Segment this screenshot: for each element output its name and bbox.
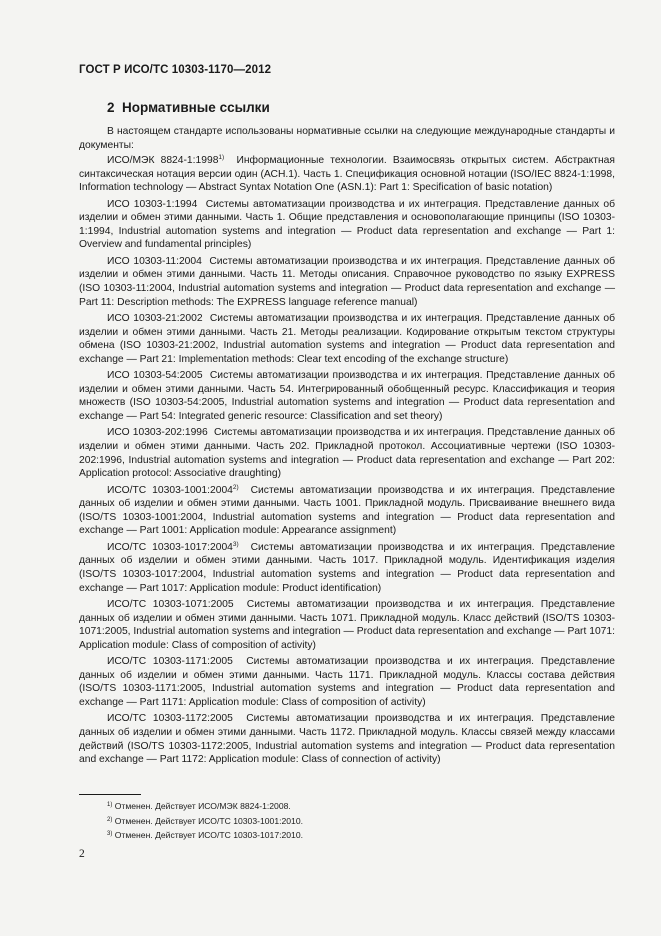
reference-text: Системы автоматизации производства и их интеграция. Представление данных об изделии и обмен этими данными. Часть 1017. Прикладной модуль. Идентификация изделия (ISO/TS 10303-1017:2004, Industrial automation systems and integration — Product data representation and exchange — Part 1017: Application module: Product identification) [79, 541, 615, 594]
reference-item [79, 154, 615, 195]
reference-text: Системы автоматизации производства и их интеграция. Представление данных об изделии и обмен этими данными. Часть 11. Методы описания. Справочное руководство по языку EXPRESS (ISO 10303-11:2004, Industrial automation systems and integration — Product data representation and exchange — Part 11: Description methods: The EXPRESS language reference manual) [79, 255, 615, 308]
reference-text: Системы автоматизации производства и их интеграция. Представление данных об изделии и обмен этими данными. Часть 21. Методы реализации. Кодирование открытым текстом структуры обмена (ISO 10303-21:2002, Industrial automation systems and integration — Product data representation and exchange — Part 21: Implementation methods: Clear text encoding of the exchange structure) [79, 313, 615, 365]
reference-item [79, 598, 615, 652]
reference-code: ИСО 10303-202:1996 [107, 427, 208, 439]
reference-text: Системы автоматизации производства и их интеграция. Представление данных об изделии и обмен этими данными. Часть 1001. Прикладной модуль. Присваивание внешнего вида (ISO/TS 10303-1001:2004, Industrial automation systems and integration — Product data representation and exchange — Part 1001: Application module: Appearance assignment) [79, 484, 615, 537]
reference-item [79, 198, 615, 252]
section-title-text: Нормативные ссылки [122, 100, 270, 115]
reference-item [79, 369, 615, 423]
reference-text: Системы автоматизации производства и их интеграция. Представление данных об изделии и обмен этими данными. Часть 1172. Прикладной модуль. Классы связей между классами действий (ISO/TS 10303-1172:2005, Industrial automation systems and integration — Product data representation and exchange — Part 1172: Application module: Class of connection of activity) [79, 713, 615, 766]
intro-paragraph: В настоящем стандарте использованы нормативные ссылки на следующие международные стандарты и документы: [79, 126, 615, 151]
section-heading [107, 100, 270, 115]
reference-code: ИСО/ТС 10303-1172:2005 [107, 713, 233, 725]
reference-code: ИСО/ТС 10303-1001:2004 [107, 484, 233, 496]
references-list [79, 154, 615, 767]
footnote-mark: 2) [107, 816, 113, 823]
reference-item [79, 255, 615, 309]
references-body [79, 125, 615, 770]
section-number: 2 [107, 100, 115, 115]
footnotes [107, 799, 303, 843]
reference-item [79, 712, 615, 766]
footnote-separator [79, 794, 141, 795]
reference-code: ИСО/ТС 10303-1071:2005 [107, 599, 234, 611]
reference-text: Системы автоматизации производства и их интеграция. Представление данных об изделии и обмен этими данными. Часть 54. Интегрированный обобщенный ресурс. Классификация и теория множеств (ISO 10303-54:2005, Industrial automation systems and integration — Product data representation and exchange — Part 54: Integrated generic resource: Classification and set theory) [79, 370, 615, 422]
reference-code: ИСО 10303-11:2004 [107, 255, 202, 267]
page-number: 2 [79, 848, 85, 860]
reference-code: ИСО/ТС 10303-1171:2005 [107, 656, 233, 668]
reference-code: ИСО/ТС 10303-1017:2004 [107, 541, 233, 553]
reference-text: Системы автоматизации производства и их интеграция. Представление данных об изделии и обмен этими данными. Часть 202. Прикладной протокол. Ассоциативные чертежи (ISO 10303-202:1996, Industrial automation systems and integration — Product data representation and exchange — Part 202: Application protocol: Associative draughting) [79, 427, 615, 480]
footnote-text: Отменен. Действует ИСО/ТС 10303-1001:2010. [112, 815, 303, 826]
footnote-item [107, 814, 303, 829]
reference-code: ИСО 10303-54:2005 [107, 370, 203, 382]
reference-item [79, 541, 615, 595]
footnote-mark: 1) [107, 802, 113, 808]
footnote-text: Отменен. Действует ИСО/ТС 10303-1017:2010. [112, 830, 303, 841]
footnote-item [107, 828, 303, 843]
reference-item [79, 484, 615, 538]
document-header: ГОСТ Р ИСО/ТС 10303-1170—2012 [79, 64, 272, 76]
reference-text: Информационные технологии. Взаимосвязь открытых систем. Абстрактная синтаксическая нотация версии один (АСН.1). Часть 1. Спецификация основной нотации (ISO/IEC 8824-1:1998, Information technology — Abstract Syntax Notation One (ASN.1): Part 1: Specification of basic notation) [79, 155, 615, 194]
reference-code: ИСО 10303-21:2002 [107, 313, 203, 325]
reference-item [79, 312, 615, 366]
reference-code: ИСО/МЭК 8824-1:1998 [107, 155, 219, 167]
reference-text: Системы автоматизации производства и их интеграция. Представление данных об изделии и обмен этими данными. Часть 1. Общие представления и основополагающие принципы (ISO 10303-1:1994, Industrial automation systems and integration — Product data representation and exchange — Part 1: Overview and fundamental principles) [79, 198, 615, 251]
footnote-item [107, 799, 303, 814]
footnote-text: Отменен. Действует ИСО/МЭК 8824-1:2008. [112, 801, 291, 811]
footnote-mark: 2) [232, 483, 239, 491]
reference-code: ИСО 10303-1:1994 [107, 198, 198, 210]
footnote-mark: 1) [218, 154, 225, 162]
reference-item [79, 655, 615, 709]
reference-item [79, 426, 615, 480]
reference-text: Системы автоматизации производства и их интеграция. Представление данных об изделии и обмен этими данными. Часть 1071. Прикладной модуль. Класс действий (ISO/TS 10303-1071:2005, Industrial automation systems and integration — Product data representation and exchange — Part 1071: Application module: Class of composition of activity) [79, 599, 615, 651]
footnote-mark: 3) [107, 831, 113, 838]
reference-text: Системы автоматизации производства и их интеграция. Представление данных об изделии и обмен этими данными. Часть 1171. Прикладной модуль. Классы состава действия (ISO/TS 10303-1171:2005, Industrial automation systems and integration — Product data representation and exchange — Part 1171: Application module: Class of composition of activity) [79, 656, 615, 708]
footnote-mark: 3) [232, 540, 239, 548]
